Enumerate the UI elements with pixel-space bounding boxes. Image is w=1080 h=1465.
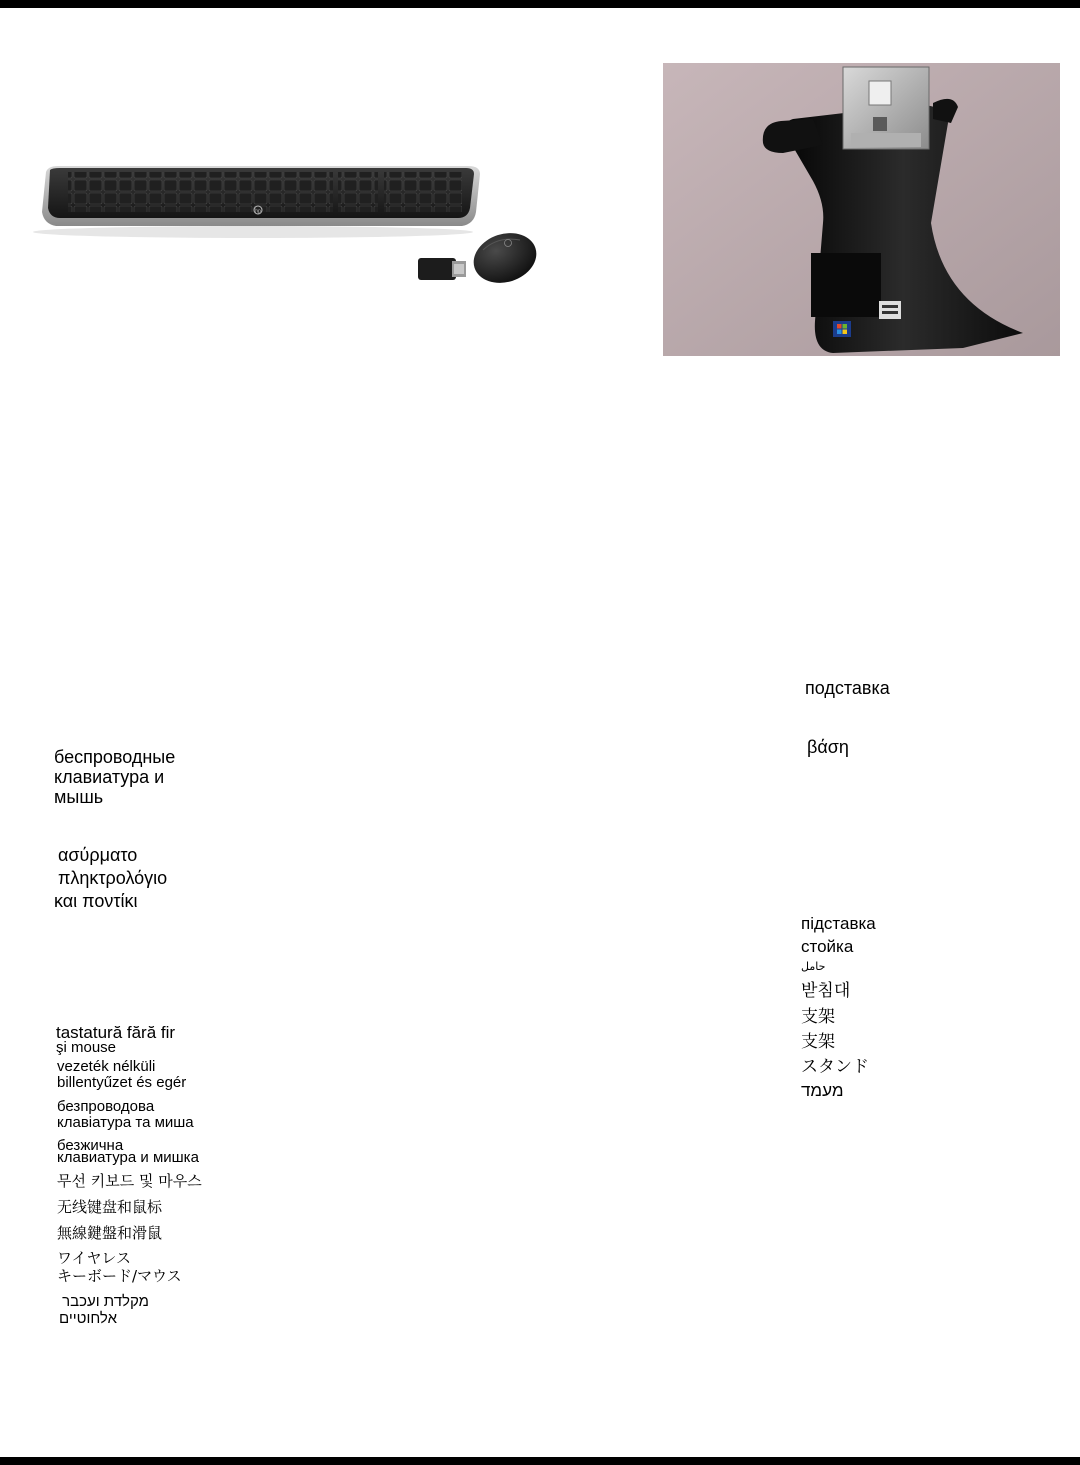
kb-label-greek-1: ασύρματο bbox=[58, 845, 138, 865]
kb-label-ukrainian-2: клавіатура та миша bbox=[57, 1114, 194, 1131]
kb-label-bulgarian-2: клавиатура и мишка bbox=[57, 1149, 199, 1166]
kb-label-greek-2: πληκτρολόγιο bbox=[58, 868, 168, 888]
kb-label-japanese-2: キーボード/マウス bbox=[57, 1267, 182, 1285]
stand-label-japanese: スタンド bbox=[801, 1057, 869, 1077]
windows-logo-icon bbox=[833, 321, 851, 337]
stand-label-bulgarian: стойка bbox=[801, 937, 854, 956]
kb-label-japanese-1: ワイヤレス bbox=[57, 1249, 131, 1267]
kb-label-hungarian-1: vezeték nélküli bbox=[57, 1058, 156, 1075]
bottom-border-rule bbox=[0, 1457, 1080, 1465]
stand-photo bbox=[663, 63, 1060, 356]
stand-label-korean: 받침대 bbox=[801, 981, 851, 1001]
kb-label-bulgarian-1: безжична bbox=[57, 1137, 124, 1154]
stand-label-ukrainian: підставка bbox=[801, 914, 876, 933]
stand-label-chinese-simplified: 支架 bbox=[801, 1007, 835, 1027]
stand-label-russian: подставка bbox=[805, 678, 890, 698]
stand-label-greek: βάση bbox=[807, 737, 849, 757]
kb-label-chinese-simplified: 无线键盘和鼠标 bbox=[57, 1198, 163, 1216]
kb-label-russian-2: клавиатура и bbox=[54, 767, 165, 787]
svg-text:hp: hp bbox=[255, 208, 261, 215]
kb-label-hungarian-2: billentyűzet és egér bbox=[57, 1074, 187, 1091]
kb-label-russian-1: беспроводные bbox=[54, 747, 176, 767]
kb-label-romanian-1: tastatură fără fir bbox=[56, 1023, 176, 1042]
keyboard-mouse-photo bbox=[28, 140, 573, 300]
kb-label-russian-3: мышь bbox=[54, 787, 104, 807]
top-border-rule bbox=[0, 0, 1080, 8]
kb-label-romanian-2: şi mouse bbox=[56, 1039, 117, 1056]
kb-label-korean: 무선 키보드 및 마우스 bbox=[57, 1172, 202, 1190]
kb-label-ukrainian-1: безпроводова bbox=[57, 1098, 155, 1115]
stand-label-arabic: حامل bbox=[801, 961, 826, 973]
kb-label-hebrew-1: מקלדת ועכבר bbox=[62, 1293, 149, 1310]
kb-label-greek-3: και ποντίκι bbox=[54, 891, 138, 911]
kb-label-chinese-traditional: 無線鍵盤和滑鼠 bbox=[57, 1224, 163, 1242]
stand-label-chinese-traditional: 支架 bbox=[801, 1032, 835, 1052]
stand-label-hebrew: מעמד bbox=[801, 1081, 844, 1100]
kb-label-hebrew-2: אלחוטיים bbox=[59, 1310, 117, 1327]
